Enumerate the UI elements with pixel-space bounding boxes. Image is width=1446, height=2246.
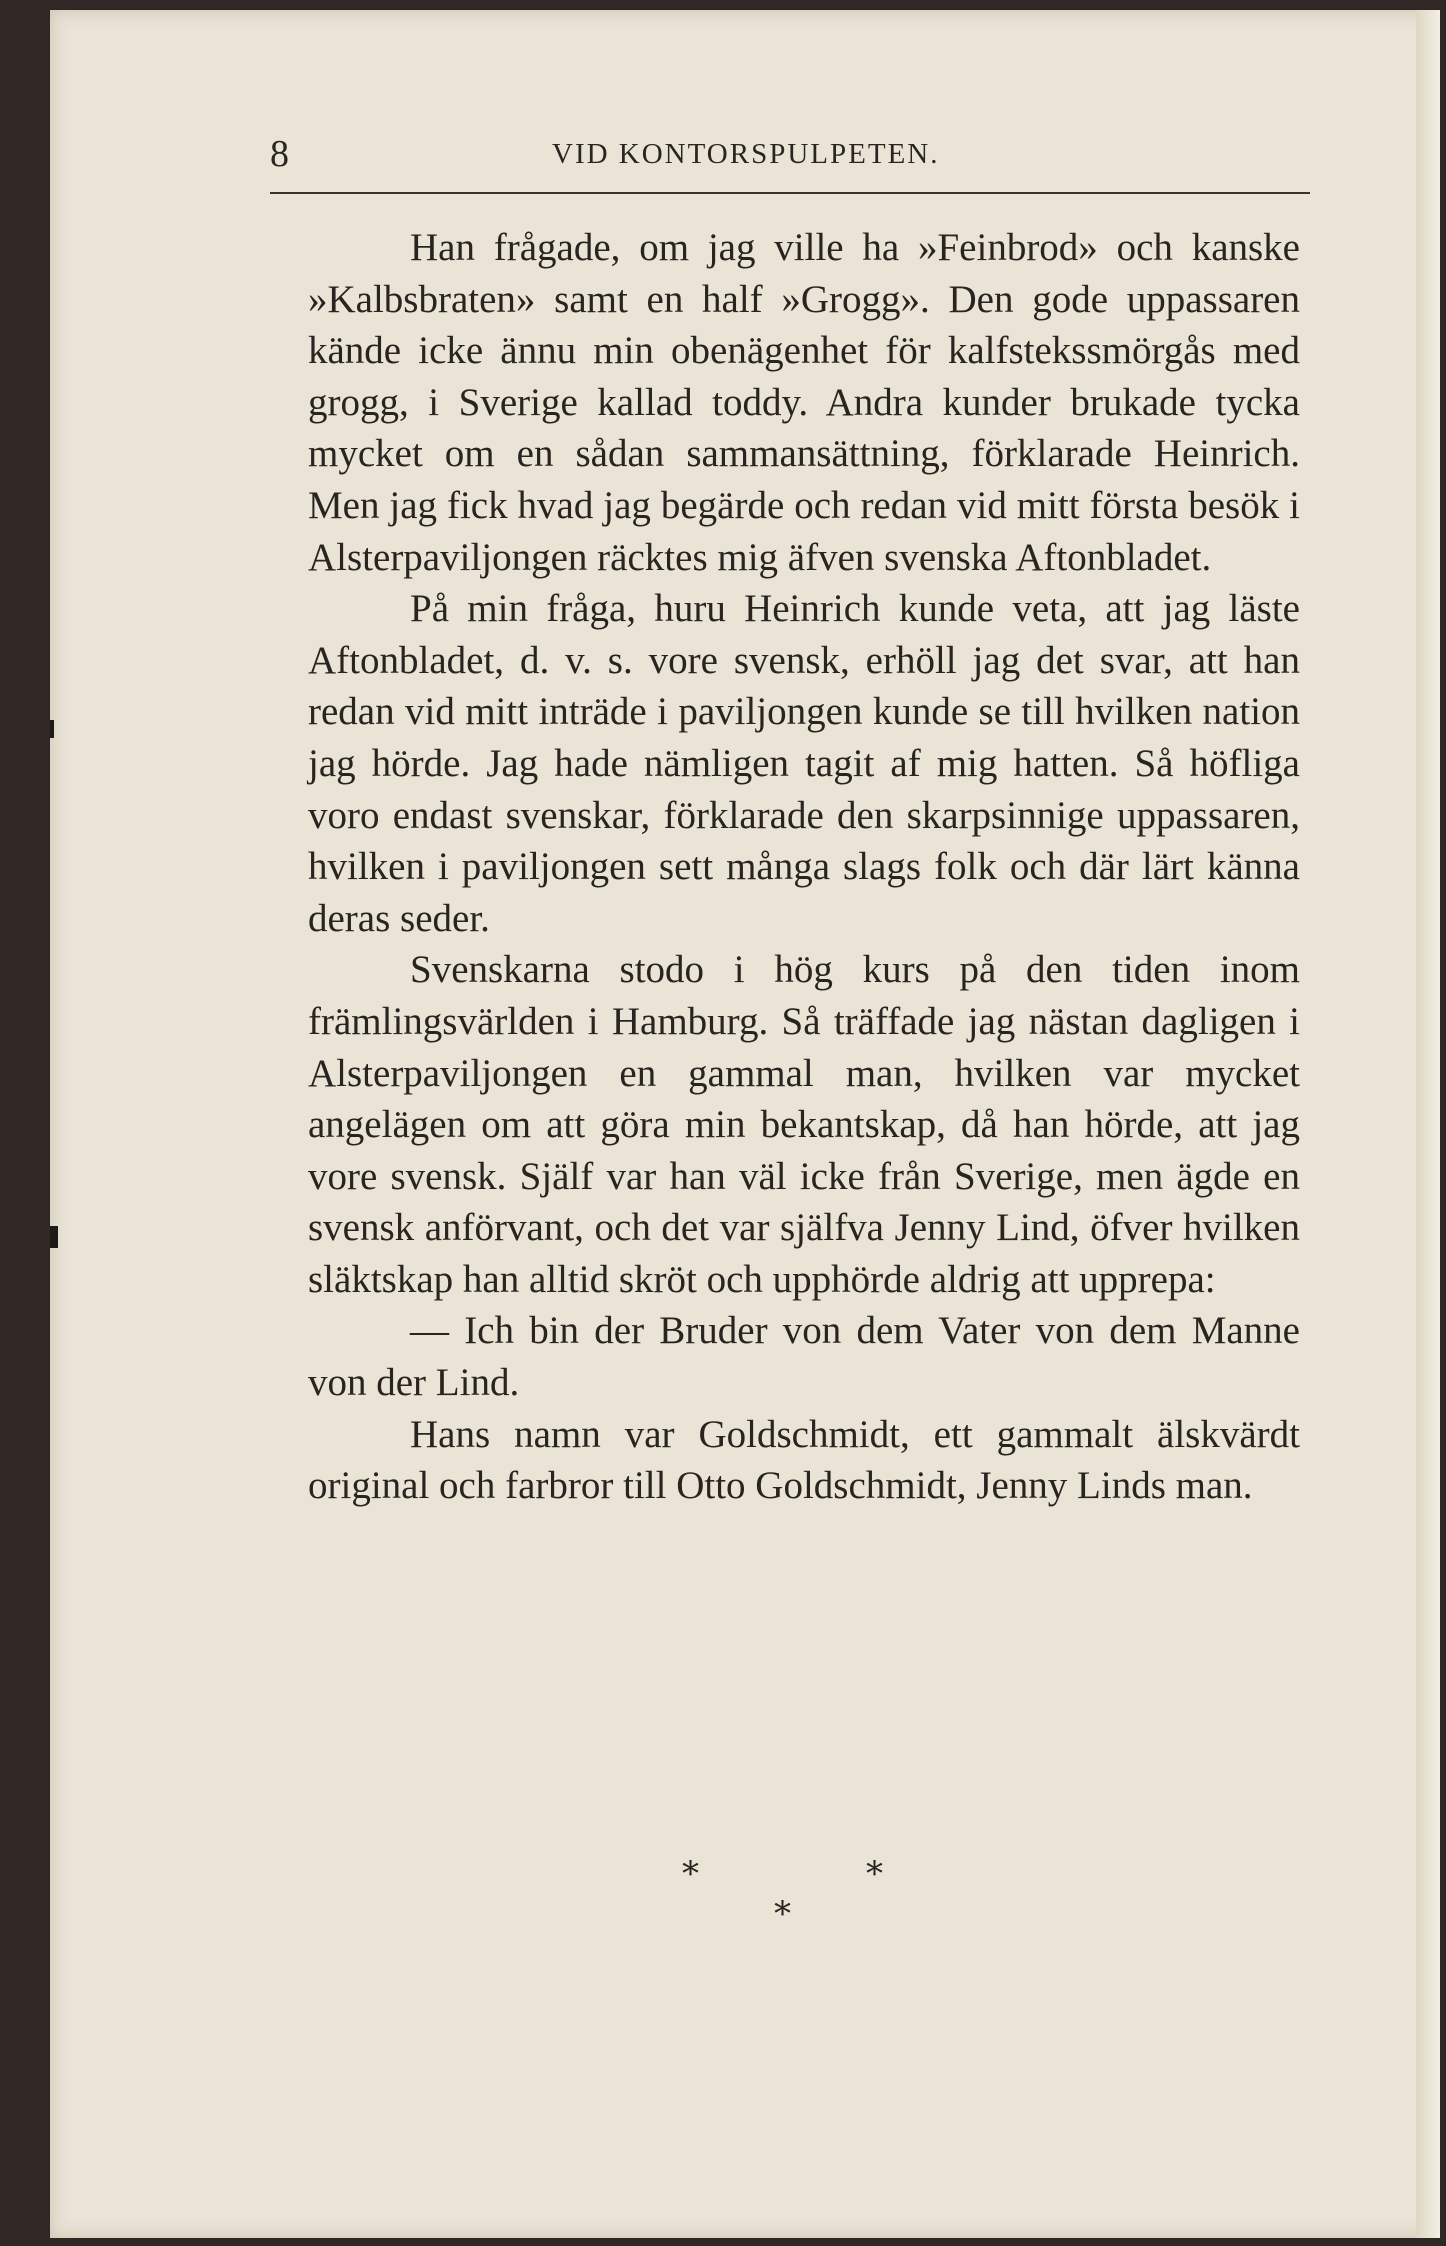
page-header	[270, 132, 1310, 182]
running-title: VID KONTORSPULPETEN.	[552, 138, 940, 170]
margin-mark-top	[50, 720, 54, 738]
asterism-star: *	[682, 1854, 699, 1894]
asterism	[640, 1854, 940, 1964]
paragraph: Svenskarna stodo i hög kurs på den tiden inom främlingsvärlden i Hamburg. Så träffade jag nästan dagligen i Alsterpaviljongen en gammal man, hvilken var mycket angelägen om att göra min bekantskap, då han hörde, att jag vore svensk. Själf var han väl icke från Sverige, men ägde en svensk anförvant, och det var själfva Jenny Lind, öfver hvilken släktskap han alltid skröt och upphörde aldrig att upprepa:	[308, 948, 1300, 1301]
header-rule	[270, 192, 1310, 194]
body-text	[308, 222, 1300, 1512]
page-number: 8	[270, 133, 289, 175]
page-edge	[1416, 10, 1440, 2238]
paragraph: Hans namn var Goldschmidt, ett gammalt älskvärdt original och farbror till Otto Goldschmidt, Jenny Linds man.	[308, 1412, 1300, 1508]
paragraph-quote: — Ich bin der Bruder von dem Vater von dem Manne von der Lind.	[308, 1309, 1300, 1405]
asterism-star: *	[774, 1894, 791, 1934]
paragraph: På min fråga, huru Heinrich kunde veta, att jag läste Aftonbladet, d. v. s. vore svensk, erhöll jag det svar, att han redan vid mitt inträde i paviljongen kunde se till hvilken nation jag hörde. Jag hade nämligen tagit af mig hatten. Så höfliga voro endast svenskar, förklarade den skarpsinnige uppassaren, hvilken i paviljongen sett många slags folk och där lärt känna deras seder.	[308, 587, 1300, 940]
paragraph: Han frågade, om jag ville ha »Feinbrod» och kanske »Kalbsbraten» samt en half »Grogg». Den gode uppassaren kände icke ännu min obenägenhet för kalfstekssmörgås med grogg, i Sverige kallad toddy. Andra kunder brukade tycka mycket om en sådan sammansättning, förklarade Heinrich. Men jag fick hvad jag begärde och redan vid mitt första besök i Alsterpaviljongen räcktes mig äfven svenska Aftonbladet.	[308, 226, 1300, 579]
asterism-star: *	[866, 1854, 883, 1894]
margin-mark-bottom	[50, 1226, 58, 1248]
